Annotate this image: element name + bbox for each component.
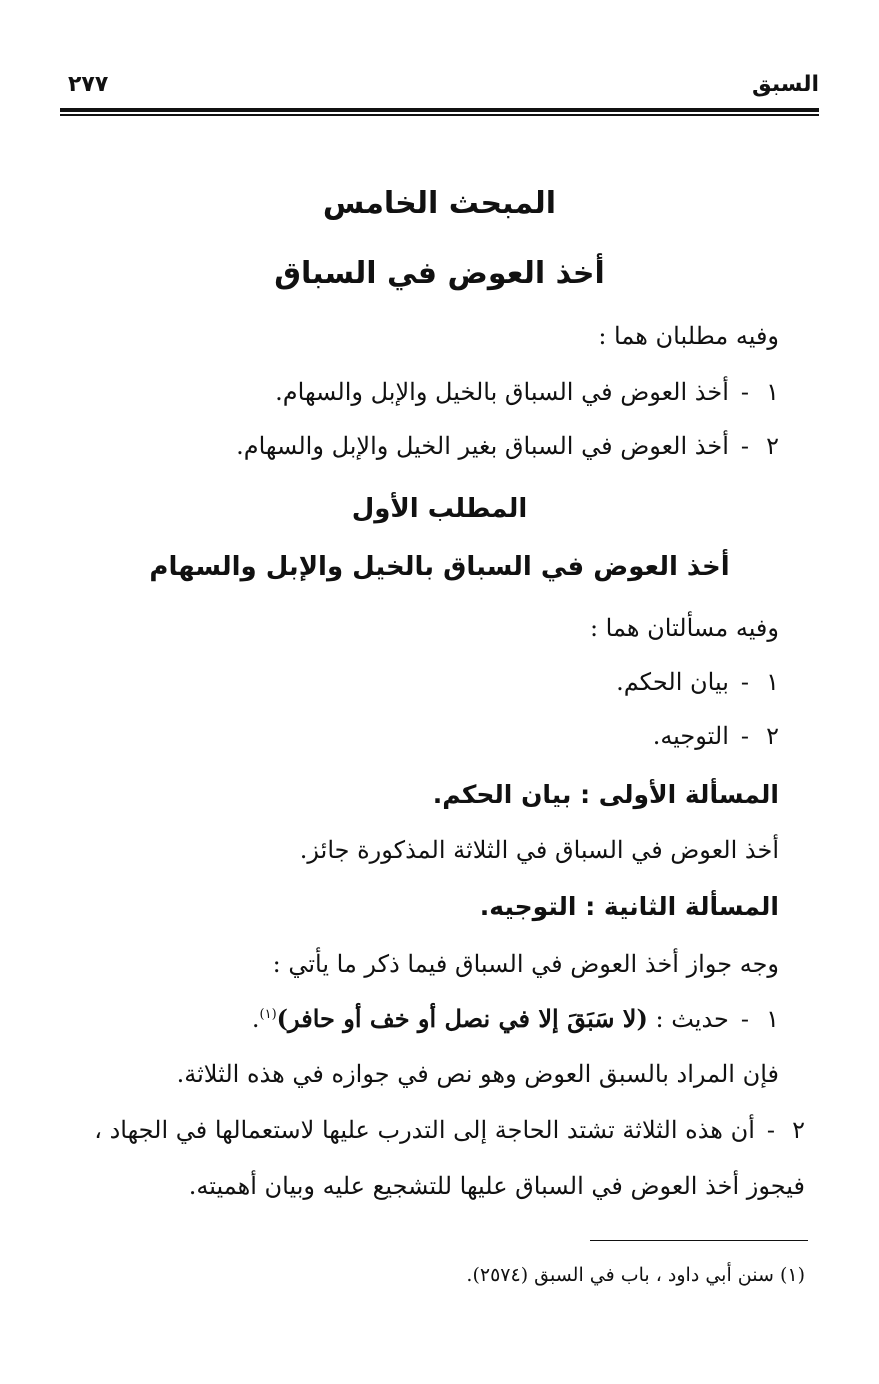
section-heading: المبحث الخامس [322, 186, 557, 221]
evidence-point-one [252, 1004, 779, 1033]
item-number: ٢ [792, 1116, 805, 1144]
item-number: ٢ [766, 722, 779, 750]
footnote: (١) سنن أبي داود ، باب في السبق (٢٥٧٤). [466, 1264, 805, 1286]
question-two-heading: المسألة الثانية : التوجيه. [479, 892, 779, 921]
intro-text: وفيه مطلبان هما : [598, 322, 779, 350]
item-dash: - [740, 432, 749, 460]
question-one-text: أخذ العوض في السباق في الثلاثة المذكورة جائز. [299, 836, 779, 864]
footnote-separator [590, 1240, 808, 1241]
item-dash: - [740, 668, 749, 696]
footnote-ref: (١) [259, 1007, 277, 1022]
question-one-heading: المسألة الأولى : بيان الحكم. [432, 780, 779, 809]
item-number: ١ [766, 378, 779, 406]
item-dash: - [766, 1116, 775, 1144]
intro-item [236, 432, 779, 460]
evidence-point-two [94, 1116, 805, 1144]
item-text: أخذ العوض في السباق بالخيل والإبل والسهام. [275, 378, 729, 406]
item-dash: - [740, 722, 749, 750]
evidence-point-two-continued: فيجوز أخذ العوض في السباق عليها للتشجيع عليه وبيان أهميته. [188, 1172, 805, 1200]
sentence-end: . [251, 1005, 260, 1033]
item-text: بيان الحكم. [616, 668, 729, 696]
item-number: ١ [766, 668, 779, 696]
item-number: ١ [766, 1005, 779, 1033]
header-rule-thick [60, 108, 819, 112]
sub-item [653, 722, 779, 750]
sub-item [616, 668, 779, 696]
item-text: أخذ العوض في السباق بغير الخيل والإبل والسهام. [236, 432, 729, 460]
sub-intro-text: وفيه مسألتان هما : [589, 614, 779, 642]
subsection-heading: المطلب الأول [351, 494, 528, 524]
subsection-title: أخذ العوض في السباق بالخيل والإبل والسهام [149, 552, 730, 582]
item-text: أن هذه الثلاثة تشتد الحاجة إلى التدرب عليها لاستعمالها في الجهاد ، [94, 1116, 755, 1144]
header-rule-thin [60, 114, 819, 116]
evidence-explanation: فإن المراد بالسبق العوض وهو نص في جوازه في هذه الثلاثة. [176, 1060, 779, 1088]
item-dash: - [740, 1005, 749, 1033]
item-text: التوجيه. [652, 722, 729, 750]
hadith-quote: (لا سَبَقَ إلا في نصل أو خف أو حافر) [276, 1004, 648, 1033]
section-title: أخذ العوض في السباق [274, 256, 605, 291]
item-number: ٢ [766, 432, 779, 460]
page-number: ٢٧٧ [68, 72, 109, 97]
question-two-intro: وجه جواز أخذ العوض في السباق فيما ذكر ما يأتي : [272, 950, 779, 978]
running-header-title: السبق [752, 72, 819, 97]
item-dash: - [740, 378, 749, 406]
intro-item [275, 378, 779, 406]
evidence-prefix: حديث : [655, 1005, 729, 1033]
